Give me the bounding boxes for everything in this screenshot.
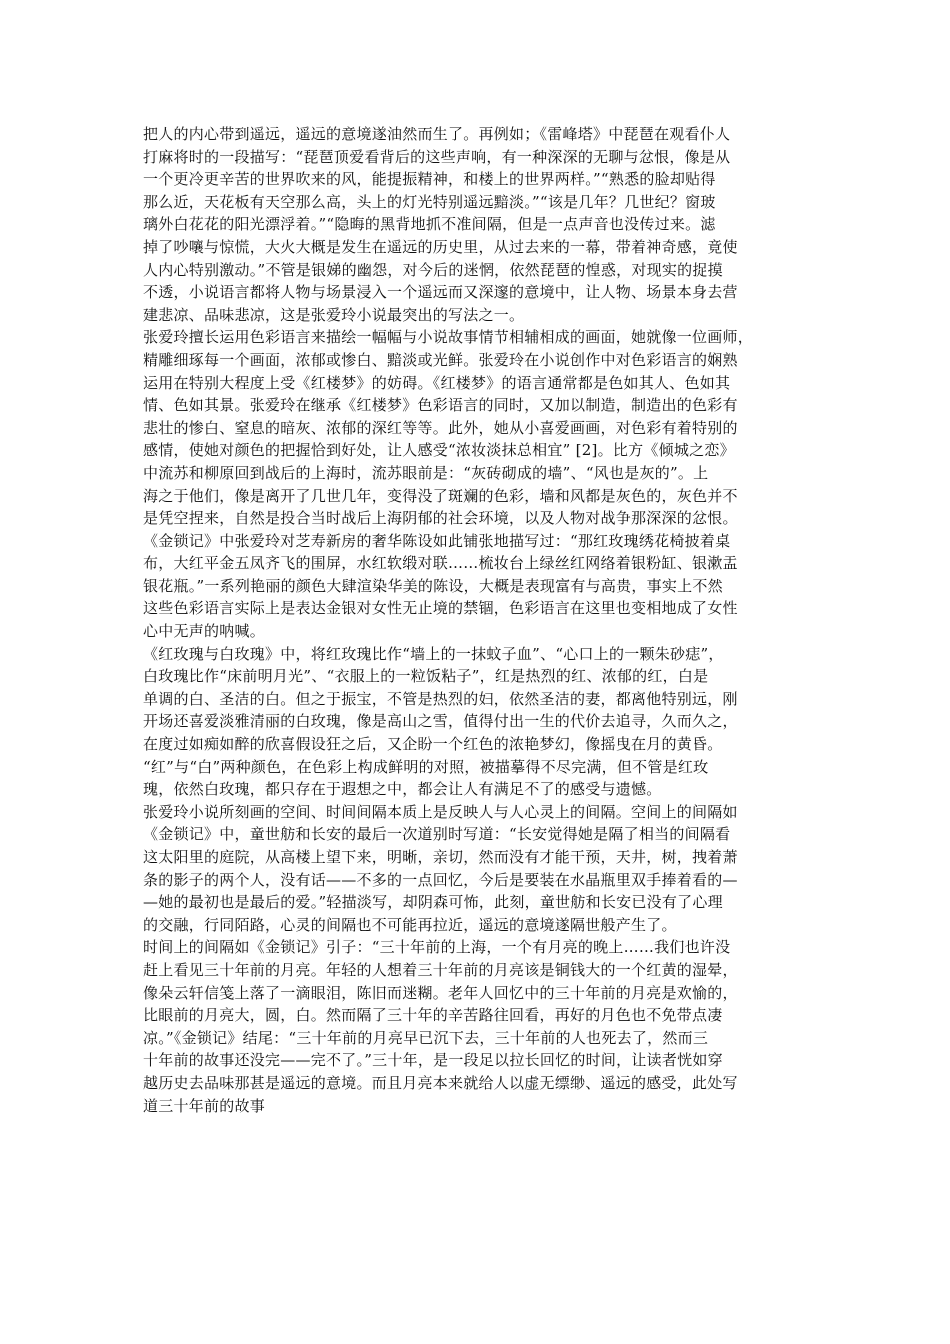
text-line: 《红玫瑰与白玫瑰》中，将红玫瑰比作“墙上的一抹蚊子血”、“心口上的一颗朱砂痣”， — [143, 644, 724, 663]
text-line: 银花瓶。”一系列艳丽的颜色大肆渲染华美的陈设，大概是表现富有与高贵，事实上不然 — [143, 576, 723, 595]
text-line: 《金锁记》中张爱玲对芝寿新房的奢华陈设如此铺张地描写过：“那红玫瑰绣花椅披着桌 — [143, 531, 731, 550]
text-line: 这太阳里的庭院，从高楼上望下来，明晰，亲切，然而没有才能干预，天井，树，拽着萧 — [143, 848, 738, 866]
text-line: 赶上看见三十年前的月亮。年轻的人想着三十年前的月亮该是铜钱大的一个红黄的湿晕， — [143, 960, 738, 979]
text-line: 条的影子的两个人，没有话——不多的一点回忆，今后是要装在水晶瓶里双手捧着看的— — [143, 870, 738, 889]
text-line: 心中无声的呐喊。 — [143, 622, 266, 641]
text-line: 开场还喜爱淡雅清丽的白玫瑰，像是高山之雪，值得付出一生的代价去追寻，久而久之， — [143, 712, 738, 731]
text-line: 建悲凉、品味悲凉，这是张爱玲小说最突出的写法之一。 — [143, 305, 525, 324]
text-line: 那么近，天花板有天空那么高，头上的灯光特别遥远黯淡。”“该是几年？几世纪？窗玻 — [143, 192, 716, 211]
text-line: 中流苏和柳原回到战后的上海时，流苏眼前是：“灰砖砌成的墙”、“风也是灰的”。上 — [143, 463, 709, 482]
text-line: 不透，小说语言都将人物与场景浸入一个遥远而又深邃的意境中，让人物、场景本身去营 — [143, 283, 738, 302]
text-line: 打麻将时的一段描写：“琵琶顶爱看背后的这些声响，有一种深深的无聊与忿恨，像是从 — [143, 147, 731, 166]
text-line: 人内心特别激动。”不管是银娣的幽怨，对今后的迷惘，依然琵琶的惶惑，对现实的捉摸 — [143, 260, 723, 279]
text-line: 璃外白花花的阳光漂浮着。”“隐晦的黑背地抓不准间隔，但是一点声音也没传过来。滤 — [143, 215, 716, 234]
text-line: “红”与“白”两种颜色，在色彩上构成鲜明的对照，被描摹得不尽完满，但不管是红玫 — [143, 757, 709, 776]
text-line: 瑰，依然白玫瑰，都只存在于遐想之中，都会让人有满足不了的感受与遗憾。 — [143, 780, 662, 799]
text-line: 十年前的故事还没完——完不了。”三十年，是一段足以拉长回忆的时间，让读者恍如穿 — [143, 1051, 723, 1070]
text-line: 像朵云轩信笺上落了一滴眼泪，陈旧而迷糊。老年人回忆中的三十年前的月亮是欢愉的， — [143, 983, 738, 1002]
text-line: 时间上的间隔如《金锁记》引子：“三十年前的上海，一个有月亮的晚上……我们也许没 — [143, 938, 731, 957]
text-line: 这些色彩语言实际上是表达金银对女性无止境的禁锢，色彩语言在这里也变相地成了女性 — [143, 599, 738, 618]
document-page — [143, 123, 813, 1117]
text-line: 掉了吵嚷与惊慌，大火大概是发生在遥远的历史里，从过去来的一幕，带着神奇感，竟使 — [143, 237, 738, 256]
text-line: 《金锁记》中，童世舫和长安的最后一次道别时写道：“长安觉得她是隔了相当的间隔看 — [143, 825, 731, 844]
text-line: —她的最初也是最后的爱。”轻描淡写，却阴森可怖，此刻，童世舫和长安已没有了心理 — [143, 893, 723, 912]
text-line: 道三十年前的故事 — [143, 1096, 266, 1115]
text-line: 运用在特别大程度上受《红楼梦》的妨碍。《红楼梦》的语言通常都是色如其人、色如其 — [143, 373, 731, 392]
text-line: 的交融，行同陌路，心灵的间隔也不可能再拉近，遥远的意境遂隔世般产生了。 — [143, 915, 677, 934]
text-line: 白玫瑰比作“床前明月光”、“衣服上的一粒饭粘子”，红是热烈的红、浓郁的红，白是 — [143, 667, 709, 686]
text-line: 比眼前的月亮大，圆，白。然而隔了三十年的辛苦路往回看，再好的月色也不免带点凄 — [143, 1006, 723, 1025]
text-line: 在度过如痴如醉的欣喜假设狂之后，又企盼一个红色的浓艳梦幻，像摇曳在月的黄昏。 — [143, 735, 723, 754]
text-line: 情、色如其景。张爱玲在继承《红楼梦》色彩语言的同时，又加以制造，制造出的色彩有 — [143, 396, 738, 415]
text-line: 张爱玲小说所刻画的空间、时间间隔本质上是反映人与人心灵上的间隔。空间上的间隔如 — [143, 802, 738, 821]
text-line: 感情，使她对颜色的把握恰到好处，让人感受“浓妆淡抹总相宜” [2]。比方《倾城之恋》 — [143, 441, 735, 460]
text-line: 单调的白、圣洁的白。但之于振宝，不管是热烈的妇，依然圣洁的妻，都离他特别远，刚 — [143, 689, 738, 708]
text-line: 越历史去品味那甚是遥远的意境。而且月亮本来就给人以虚无缥缈、遥远的感受，此处写 — [143, 1073, 738, 1092]
text-line: 海之于他们，像是离开了几世几年，变得没了斑斓的色彩，墙和风都是灰色的，灰色并不 — [143, 486, 738, 505]
text-line: 布，大红平金五凤齐飞的围屏，水红软缎对联……梳妆台上绿丝红网络着银粉缸、银漱盂 — [143, 554, 738, 573]
text-line: 凉。”《金锁记》结尾：“三十年前的月亮早已沉下去，三十年前的人也死去了，然而三 — [143, 1028, 709, 1047]
text-line: 张爱玲擅长运用色彩语言来描绘一幅幅与小说故事情节相辅相成的画面，她就像一位画师， — [143, 328, 754, 347]
text-line: 把人的内心带到遥远，遥远的意境遂油然而生了。再例如；《雷峰塔》中琵琶在观看仆人 — [143, 125, 731, 143]
text-line: 精雕细琢每一个画面，浓郁或惨白、黯淡或光鲜。张爱玲在小说创作中对色彩语言的娴熟 — [143, 350, 738, 369]
text-line: 一个更冷更辛苦的世界吹来的风，能提振精神，和楼上的世界两样。”“熟悉的脸却贴得 — [143, 170, 716, 189]
text-line: 悲壮的惨白、窒息的暗灰、浓郁的深红等等。此外，她从小喜爱画画，对色彩有着特别的 — [143, 418, 738, 437]
text-line: 是凭空捏来，自然是投合当时战后上海阴郁的社会环境，以及人物对战争那深深的忿恨。 — [143, 509, 738, 528]
